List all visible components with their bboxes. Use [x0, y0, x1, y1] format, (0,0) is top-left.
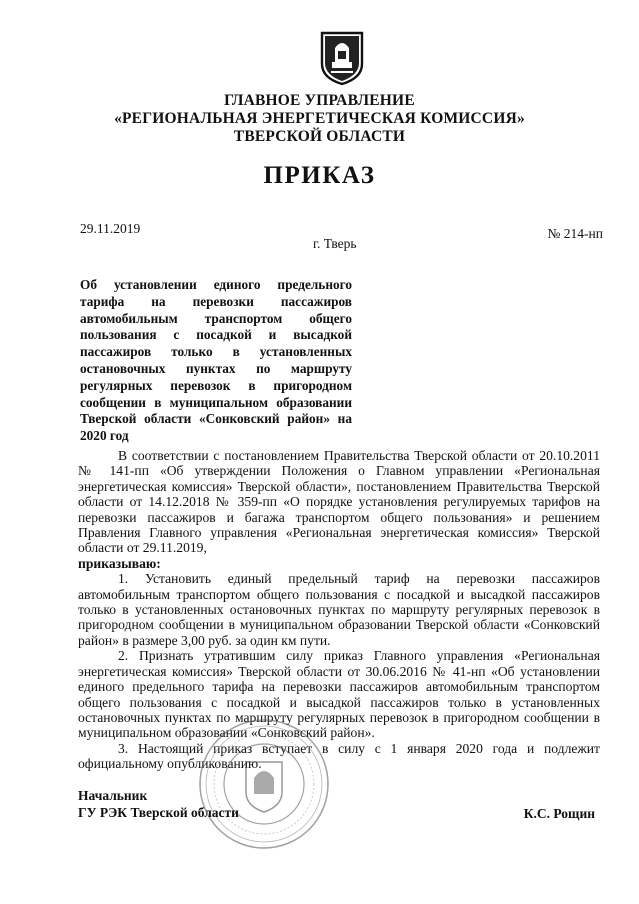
document-type-title: ПРИКАЗ [263, 162, 376, 189]
signatory-position-line-2: ГУ РЭК Тверской области [78, 805, 239, 820]
document-subject: Об установлении единого предельного тарифа на перевозки пассажиров автомобильным транспортом общего пользования с посадкой и высадкой пассажиров только в установленных остановочных пунктах по маршруту регулярных перевозок в пригородном сообщении в муниципальном образовании Тверской области «Сонковский район» на 2020 год [80, 277, 352, 444]
document-date: 29.11.2019 [80, 221, 141, 236]
org-name-line-1: ГЛАВНОЕ УПРАВЛЕНИЕ [224, 92, 415, 109]
official-seal-icon [196, 716, 332, 852]
coat-of-arms-icon [319, 30, 365, 86]
signatory-position-line-1: Начальник [78, 788, 148, 803]
decree-item-3: 3. Настоящий приказ вступает в силу с 1 января 2020 года и подлежит официальному опубликованию. [78, 740, 600, 772]
preamble-paragraph: В соответствии с постановлением Правительства Тверской области от 20.10.2011 № 141-пп «Об утверждении Положения о Главном управлении «Региональная энергетическая комиссия» Тверской области», постановлением Правительства Тверской области от 14.12.2018 № 359-пп «О порядке установления регулируемых тарифов на перевозки пассажиров и багажа транспортом общего пользования» и решением Правления Главного управления «Региональная энергетическая комиссия» Тверской области от 29.11.2019, [78, 448, 600, 556]
org-name-line-2: «РЕГИОНАЛЬНАЯ ЭНЕРГЕТИЧЕСКАЯ КОМИССИЯ» [114, 110, 525, 127]
decree-item-1: 1. Установить единый предельный тариф на перевозки пассажиров автомобильным транспортом общего пользования с посадкой и высадкой пассажиров только в установленных остановочных пунктах по маршруту регулярных перевозок в пригородном сообщении в муниципальном образовании Тверской области «Сонковский район» в размере 3,00 руб. за один км пути. [78, 571, 600, 648]
signatory-name: К.С. Рощин [523, 806, 595, 821]
document-body [78, 448, 600, 772]
document-city: г. Тверь [313, 236, 357, 251]
org-name-line-3: ТВЕРСКОЙ ОБЛАСТИ [233, 128, 406, 145]
document-number: № 214-нп [547, 226, 603, 241]
decree-item-2: 2. Признать утратившим силу приказ Главного управления «Региональная энергетическая комиссия» Тверской области от 30.06.2016 № 41-нп «Об установлении единого предельного тарифа на перевозки пассажиров автомобильным транспортом общего пользования с посадкой и высадкой пассажиров только в установленных остановочных пунктах по маршруту регулярных перевозок в пригородном сообщении в муниципальном образовании «Сонковский район». [78, 648, 600, 741]
decree-word: приказываю: [78, 555, 161, 571]
